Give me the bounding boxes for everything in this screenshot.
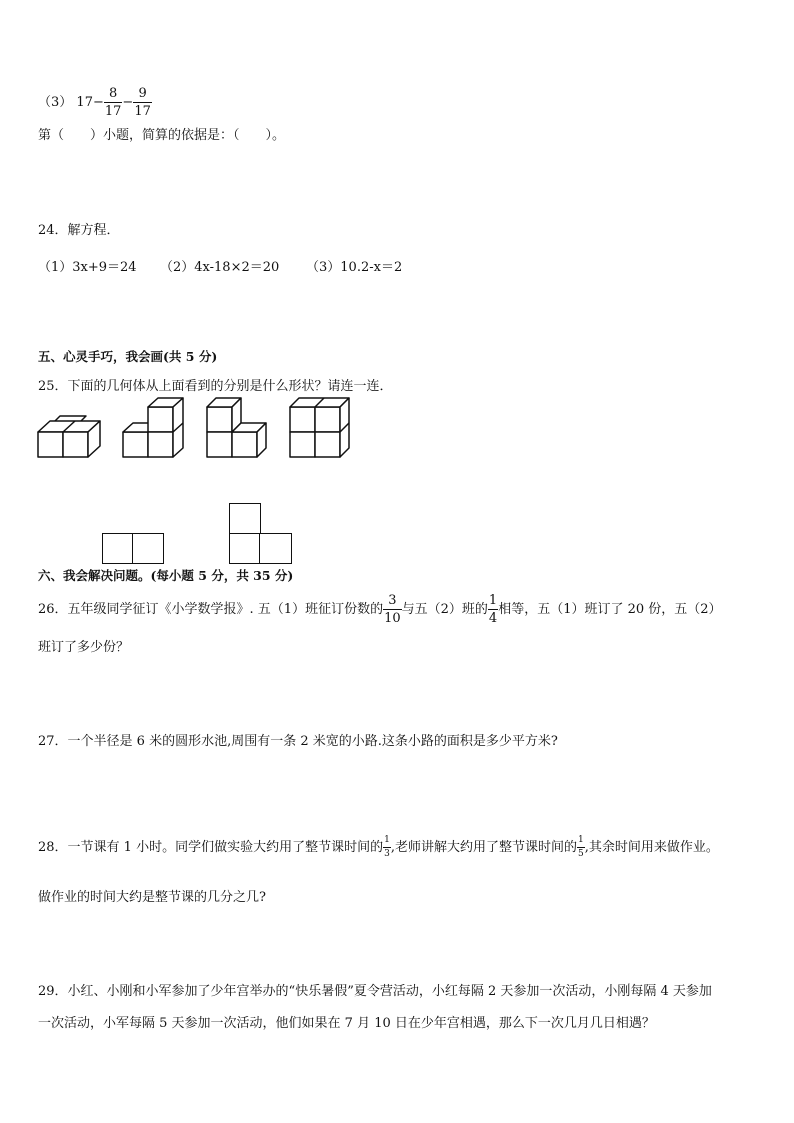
q23-fraction-1: $\frac{8}{17}$: [104, 86, 122, 119]
q23-sub3-prefix: （3）: [38, 95, 73, 110]
solid-4: [290, 398, 349, 457]
q24-equation-3: （3）10.2-x＝2: [306, 260, 403, 275]
q25-solids-figure: [0, 0, 794, 480]
q26-line-1: 26．五年级同学征订《小学数学报》. 五（1）班征订份数的 $\frac{3}{10}$ 与五（2）班的 $\frac{1}{4}$ 相等，五（1）班订了 20 份，五（2）: [38, 593, 722, 626]
q23-sub3-whole: 17−: [76, 95, 104, 110]
q24-equation-2: （2）4x-18×2＝20: [160, 260, 280, 275]
q28-fraction-1: $\frac{1}{3}$: [384, 835, 390, 859]
q26-line-2: 班订了多少份？: [38, 640, 130, 655]
q27-text: 27．一个半径是 6 米的圆形水池,周围有一条 2 米宽的小路.这条小路的面积是多少平方米?: [38, 734, 558, 749]
q23-minus: −: [122, 95, 134, 110]
q28-fraction-2: $\frac{1}{5}$: [577, 835, 584, 859]
solid-1: [38, 416, 100, 457]
q25-title: 25．下面的几何体从上面看到的分别是什么形状？请连一连．: [38, 379, 393, 394]
q26-fraction-2: $\frac{1}{4}$: [488, 593, 498, 626]
q26-fraction-1: $\frac{3}{10}$: [384, 593, 401, 626]
q23-fraction-2: $\frac{9}{17}$: [134, 86, 151, 119]
q23-note: 第（ ）小题，简算的依据是：（ ）。: [38, 128, 286, 143]
q28-line-1: 28．一节课有 1 小时。同学们做实验大约用了整节课时间的 $\frac{1}{3}$ ,老师讲解大约用了整节课时间的 $\frac{1}{5}$ ,其余时间用来做作业。: [38, 835, 719, 859]
solid-3: [207, 398, 266, 457]
q28-line-2: 做作业的时间大约是整节课的几分之几?: [38, 890, 266, 905]
q24-equation-1: （1）3x+9＝24: [38, 260, 137, 275]
solid-2: [123, 398, 183, 457]
q24-title: 24．解方程．: [38, 223, 120, 238]
section-6-title: 六、我会解决问题。(每小题 5 分，共 35 分): [38, 568, 294, 583]
q29-line-2: 一次活动，小军每隔 5 天参加一次活动，他们如果在 7 月 10 日在少年宫相遇，那么下一次几月几日相遇？: [38, 1016, 655, 1031]
q29-line-1: 29．小红、小刚和小军参加了少年宫举办的“快乐暑假”夏令营活动，小红每隔 2 天参加一次活动，小刚每隔 4 天参加: [38, 984, 712, 999]
section-5-title: 五、心灵手巧，我会画(共 5 分): [38, 349, 218, 364]
